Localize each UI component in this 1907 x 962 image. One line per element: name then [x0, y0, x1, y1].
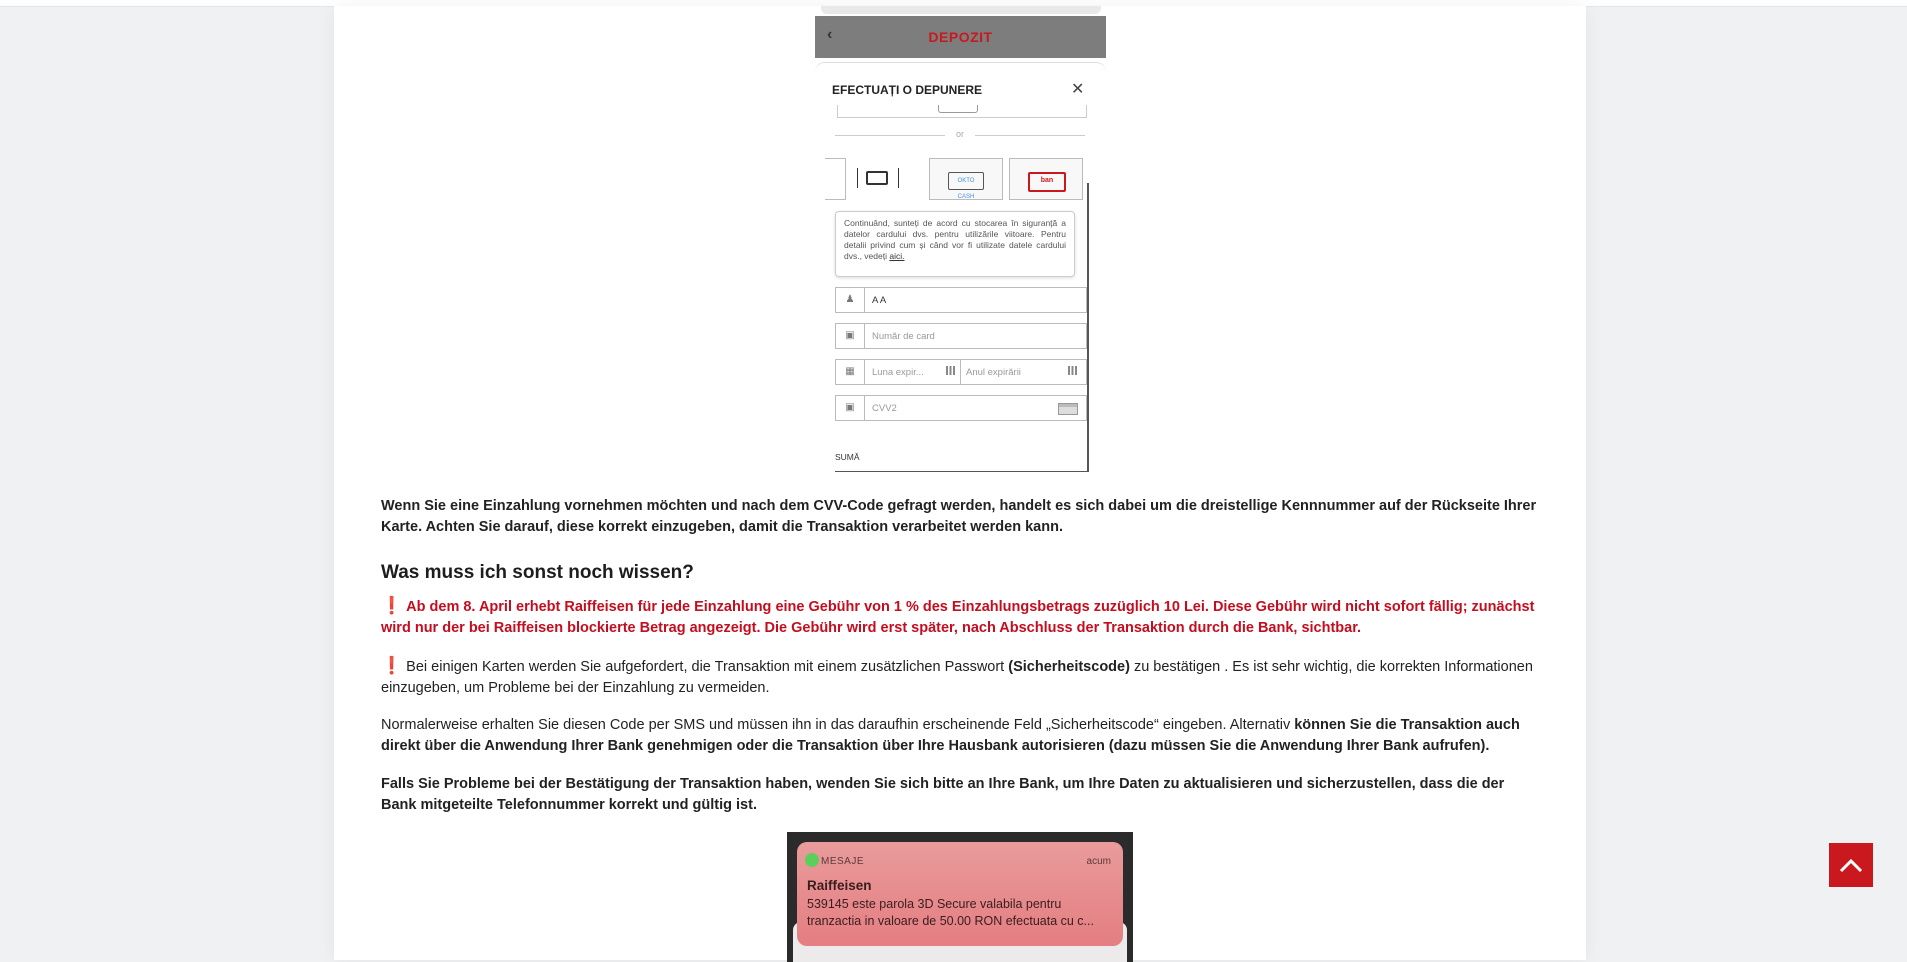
notification-message: 539145 este parola 3D Secure valabila pentru tranzactia in valoare de 50.00 RON efectuata cu c...: [807, 897, 1094, 928]
keypad-icon: [946, 366, 955, 375]
close-icon: ✕: [1071, 81, 1085, 98]
credit-card-icon: [857, 168, 899, 188]
deposit-header: [815, 16, 1106, 58]
or-divider: or: [835, 129, 1085, 141]
sheet-title: EFECTUAȚI O DEPUNERE: [832, 83, 983, 97]
chevron-up-icon: [1839, 857, 1863, 873]
scroll-to-top-button[interactable]: [1829, 843, 1873, 887]
cardholder-name-field: ♟ A A: [835, 287, 1087, 313]
sms-notification-screenshot: [787, 832, 1133, 962]
back-arrow-icon: ‹: [827, 26, 833, 43]
cvv-card-icon: [1058, 403, 1078, 415]
problems-paragraph: Falls Sie Probleme bei der Bestätigung der Transaktion haben, wenden Sie sich bitte an Ihre Bank, um Ihre Daten zu aktualisieren und sicherzustellen, dass die der Bank mitgeteilte Telefonnummer korrekt und gültig ist.: [381, 776, 1505, 813]
deposit-sheet: [815, 62, 1106, 472]
scroll-line: [1087, 183, 1089, 472]
amount-label: SUMĂ: [835, 452, 860, 462]
card-icon: ▣: [836, 396, 865, 420]
notification-sender: Raiffeisen: [807, 878, 872, 893]
phone-status-bar: [821, 6, 1101, 14]
card-icon: ▣: [836, 324, 865, 348]
cvv-field: ▣ CVV2: [835, 395, 1087, 421]
cvv-paragraph: Wenn Sie eine Einzahlung vornehmen möchten und nach dem CVV-Code gefragt werden, handelt es sich dabei um die dreistellige Kennnummer auf der Rückseite Ihrer Karte. Achten Sie darauf, diese korrekt einzugeben, damit die Transaktion verarbeitet werden kann.: [381, 498, 1537, 535]
card-number-field: ▣ Număr de card: [835, 323, 1087, 349]
user-icon: ♟: [836, 288, 865, 312]
security-code-alert: ❗ Bei einigen Karten werden Sie aufgefordert, die Transaktion mit einem zusätzlichen Passwort (Sicherheitscode) zu bestätigen . Es ist sehr wichtig, die korrekten Informationen einzugeben, um Probleme bei der Einzahlung zu vermeiden.: [381, 656, 1533, 696]
payment-method-okto: OKTO CASH: [929, 158, 1003, 200]
keypad-icon: [1068, 366, 1077, 375]
payment-method-ban: ban: [1009, 158, 1083, 200]
sms-notification: [797, 842, 1123, 946]
sms-code-paragraph: Normalerweise erhalten Sie diesen Code per SMS und müssen ihn in das daraufhin erscheinende Feld „Sicherheitscode“ eingeben. Alternativ können Sie die Transaktion auch direkt über die Anwendung Ihrer Bank genehmigen oder die Transaktion über Ihre Hausbank autorisieren (dazu müssen Sie die Anwendung Ihrer Bank aufrufen).: [381, 717, 1520, 754]
exclamation-icon: ❗: [381, 596, 403, 615]
exclamation-icon: ❗: [381, 656, 403, 675]
notice-link: aici.: [889, 251, 905, 261]
deposit-form-screenshot: [815, 6, 1106, 472]
notification-time: acum: [1086, 856, 1111, 867]
payment-method-partial: [825, 158, 846, 200]
article-content: [334, 6, 1586, 960]
section-heading: Was muss ich sonst noch wissen?: [381, 562, 694, 583]
calendar-icon: ▦: [836, 360, 865, 384]
card-storage-notice: Continuând, sunteți de acord cu stocarea în siguranță a datelor cardului dvs. pentru utilizările viitoare. Pentru detalii privind cum și când vor fi utilizate datele cardului dvs., vedeți aici.: [835, 211, 1075, 277]
messages-app-icon: [805, 853, 819, 867]
notification-app-name: MESAJE: [821, 856, 865, 867]
expiry-fields: ▦ Luna expir... Anul expirării: [835, 359, 1087, 385]
previous-method-box: [837, 105, 1087, 118]
deposit-header-title: DEPOZIT: [928, 29, 993, 45]
fee-alert: ❗ Ab dem 8. April erhebt Raiffeisen für jede Einzahlung eine Gebühr von 1 % des Einzahlungsbetrags zuzüglich 10 Lei. Diese Gebühr wird nicht sofort fällig; zunächst wird nur der bei Raiffeisen blockierte Betrag angezeigt. Die Gebühr wird erst später, nach Abschluss der Transaktion durch die Bank, sichtbar.: [381, 596, 1535, 636]
